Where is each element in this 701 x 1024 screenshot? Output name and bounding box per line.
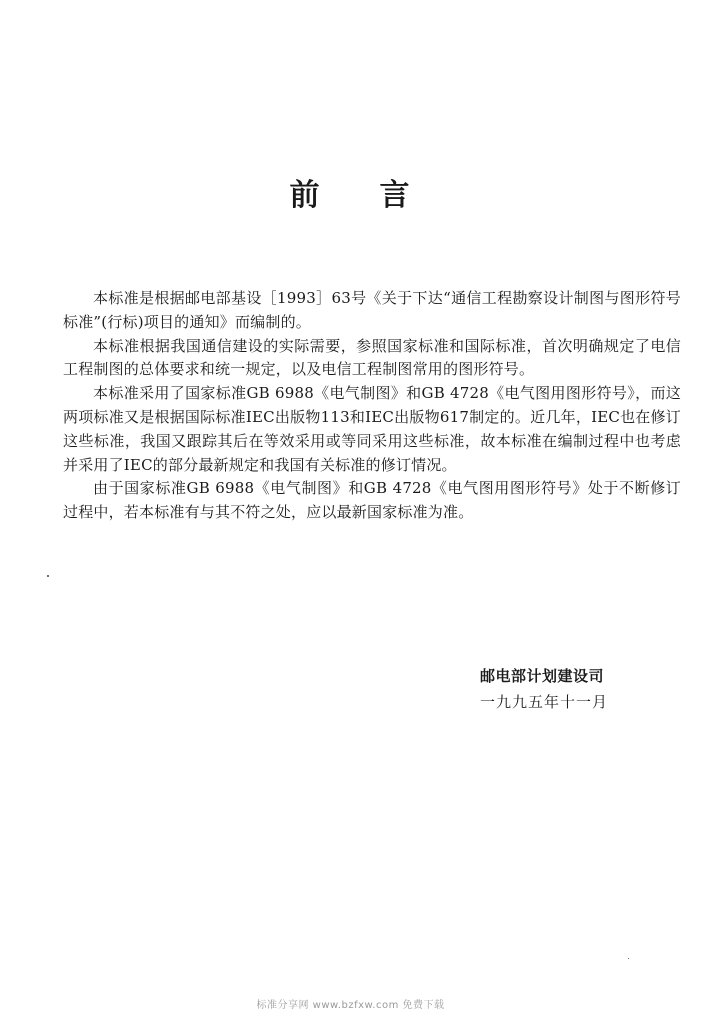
paragraph-2: 本标准根据我国通信建设的实际需要，参照国家标准和国际标准，首次明确规定了电信工程制图的总体要求和统一规定，以及电信工程制图常用的图形符号。 [63, 336, 681, 379]
title-char-2: 言 [379, 178, 412, 213]
page-title [0, 170, 701, 214]
body-text [63, 287, 681, 525]
signature-organization: 邮电部计划建设司 [480, 667, 605, 685]
scan-speck [47, 575, 49, 577]
signature-date: 一九九五年十一月 [480, 693, 609, 711]
paragraph-3: 本标准采用了国家标准GB 6988《电气制图》和GB 4728《电气图用图形符号》，而这两项标准又是根据国际标准IEC出版物113和IEC出版物617制定的。近几年，IEC也在修订这些标准，我国又跟踪其后在等效采用或等同采用这些标准，故本标准在编制过程中也考虑并采用了IEC的部分最新规定和我国有关标准的修订情况。 [63, 384, 681, 474]
signature-block [480, 663, 680, 715]
scan-speck [628, 958, 629, 959]
paragraph-1: 本标准是根据邮电部基设［1993］63号《关于下达“通信工程勘察设计制图与图形符号标准”(行标)项目的通知》而编制的。 [63, 289, 681, 331]
title-char-1: 前 [289, 178, 322, 213]
paragraph-4: 由于国家标准GB 6988《电气制图》和GB 4728《电气图用图形符号》处于不断修订过程中，若本标准有与其不符之处，应以最新国家标准为准。 [63, 479, 681, 522]
watermark: 标准分享网 www.bzfxw.com 免费下载 [256, 1000, 445, 1011]
